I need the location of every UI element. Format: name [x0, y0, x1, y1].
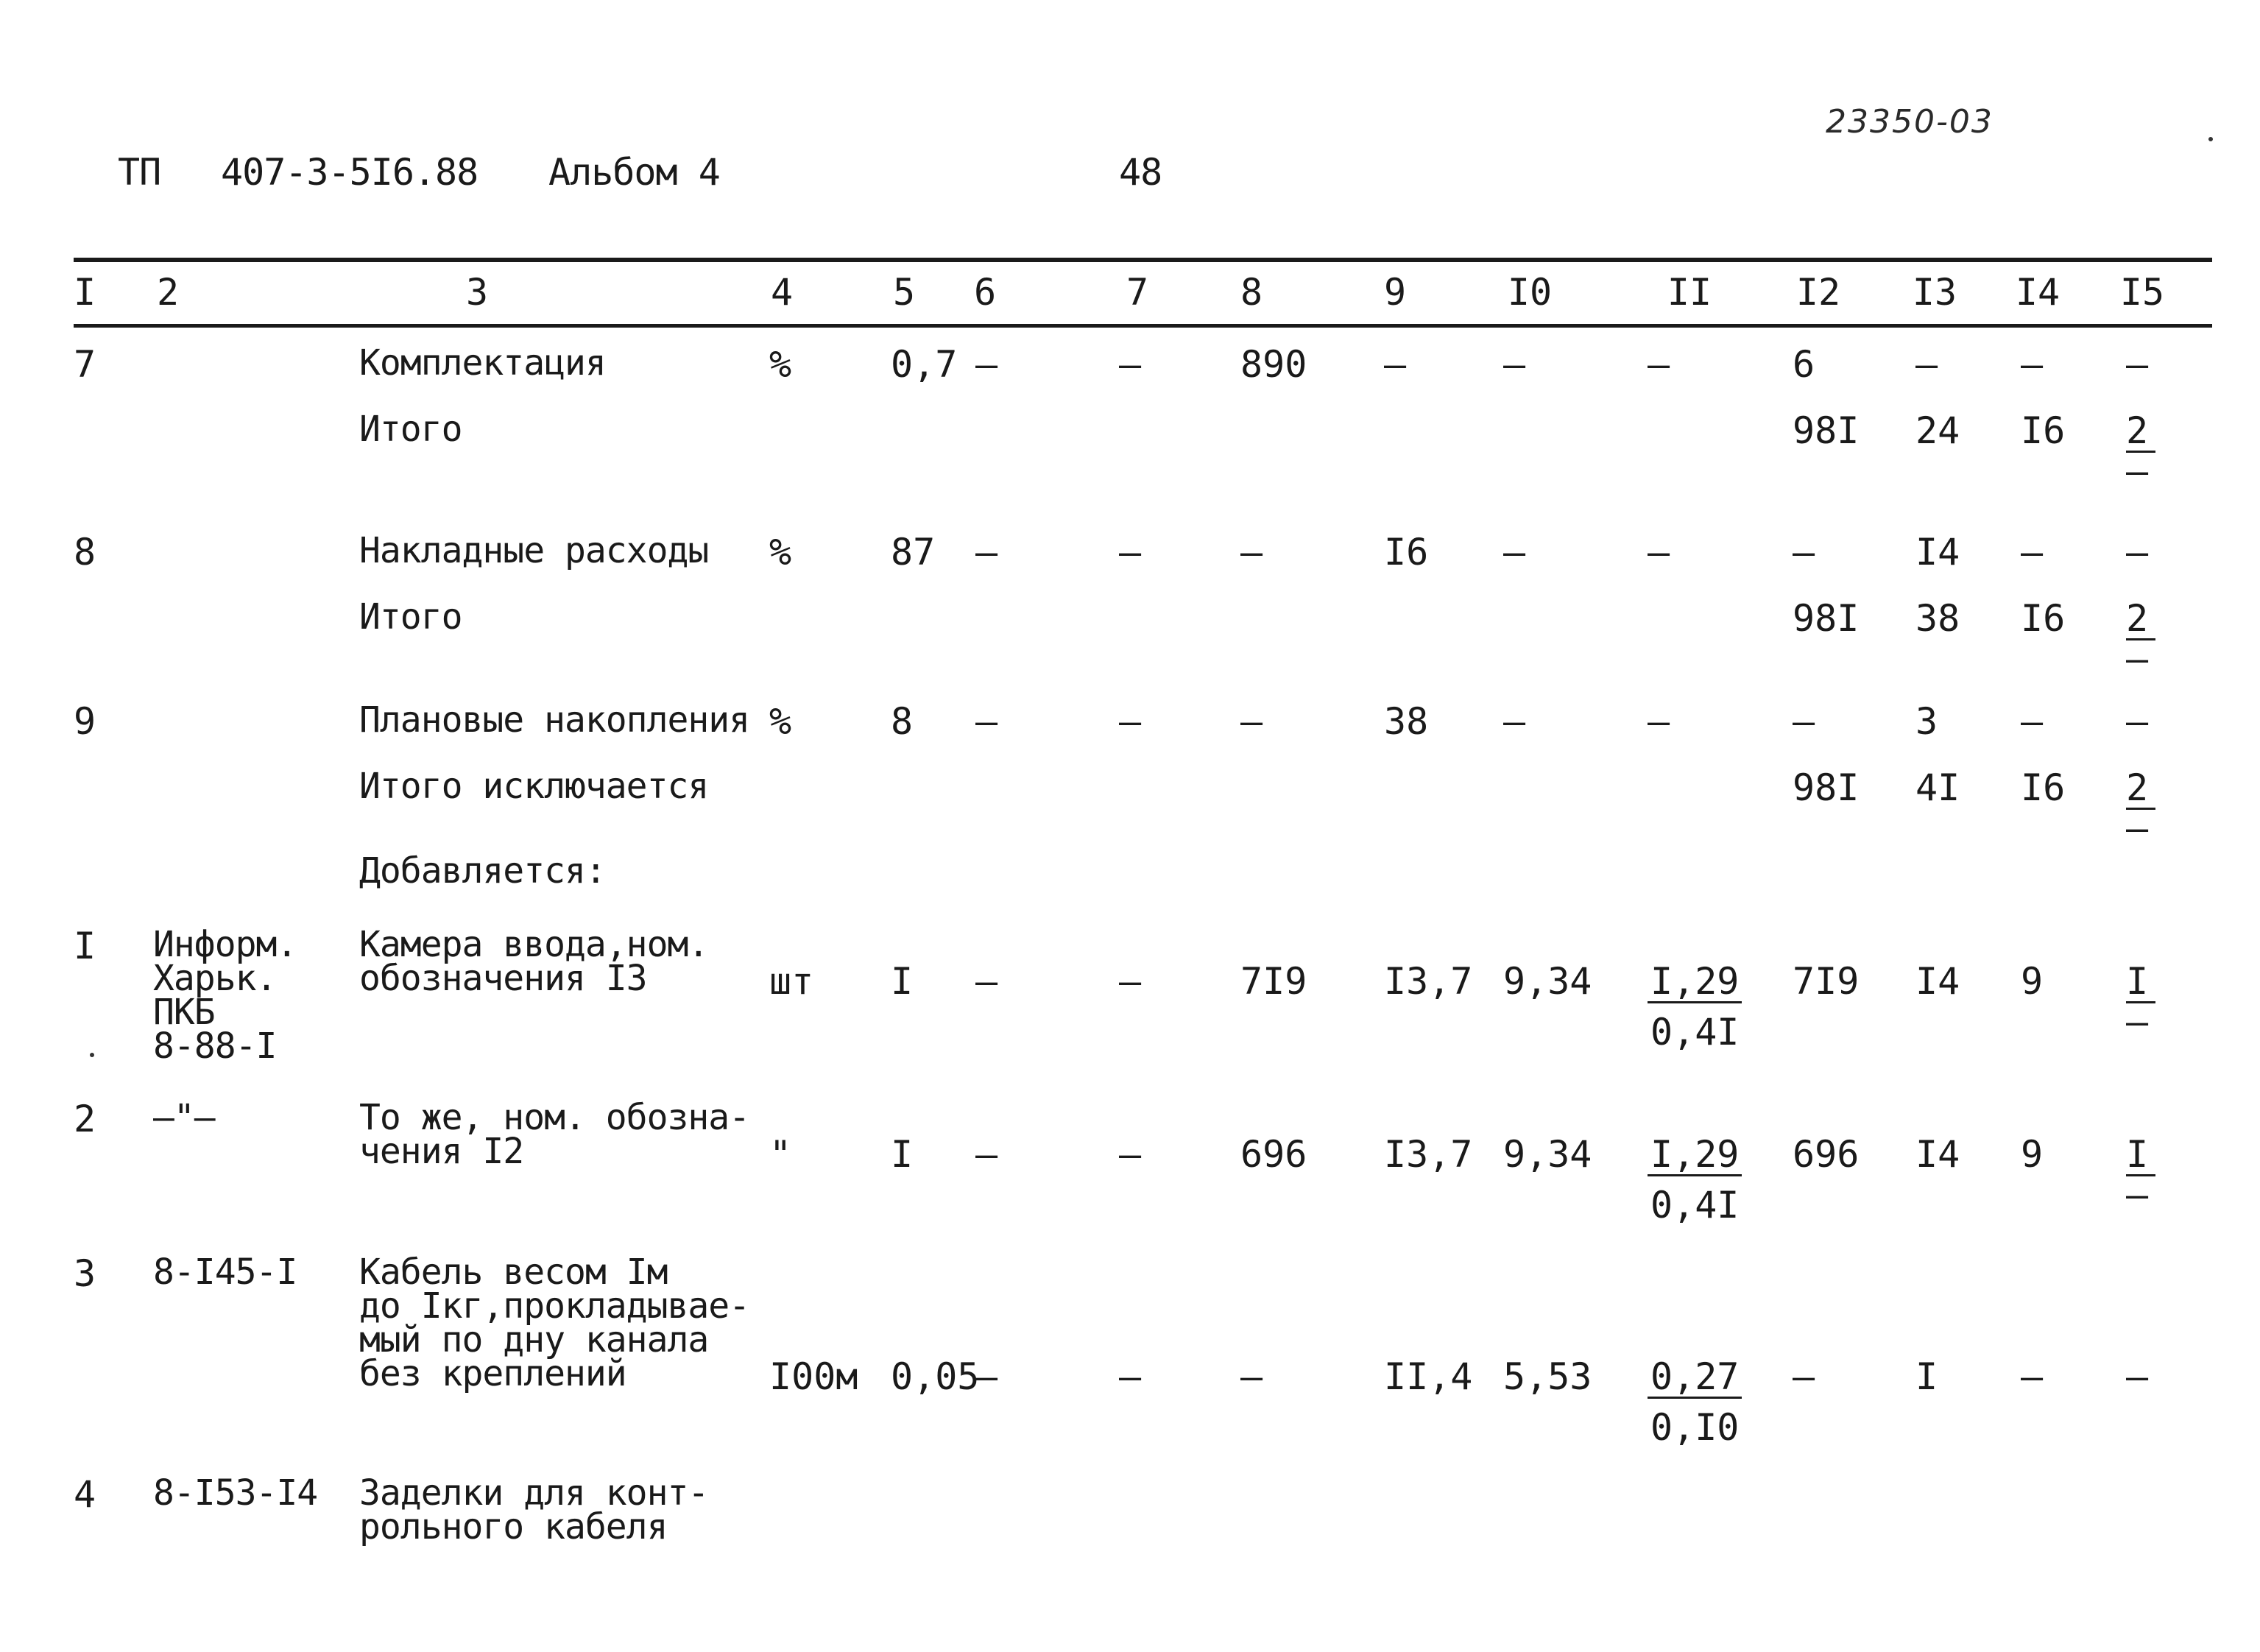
- value-c15: –: [2126, 1355, 2149, 1398]
- value-c13: I4: [1915, 531, 1960, 573]
- row-number: 7: [74, 343, 96, 386]
- column-number: II: [1667, 271, 1712, 314]
- fraction: [2126, 766, 2155, 850]
- value-c14: –: [2021, 343, 2044, 386]
- value-c12: 7I9: [1793, 960, 1860, 1003]
- row-number: 2: [74, 1098, 96, 1140]
- value-c15: –: [2126, 531, 2149, 573]
- value-c9: –: [1384, 343, 1407, 386]
- column-number: I2: [1795, 271, 1841, 314]
- value-c10: 5,53: [1503, 1355, 1592, 1398]
- value-c7: –: [1119, 700, 1142, 743]
- fraction-denominator: –: [2126, 1000, 2149, 1043]
- column-number: 2: [156, 271, 180, 314]
- item-description: Камера ввода,ном. обозначения I3: [359, 924, 709, 999]
- item-description: Заделки для конт- рольного кабеля: [359, 1472, 709, 1547]
- value-c6: –: [975, 1355, 998, 1398]
- value-c8: –: [1240, 700, 1263, 743]
- value-c8: –: [1240, 531, 1263, 573]
- column-number: I3: [1912, 271, 1957, 314]
- item-description: Итого исключается: [359, 766, 709, 807]
- norm-code: 8-I45-I: [153, 1252, 297, 1293]
- unit-cell: %: [769, 700, 792, 743]
- header-bottom-rule: [74, 324, 2212, 328]
- value-c9: I3,7: [1384, 960, 1473, 1003]
- value-c5: 0,05: [891, 1355, 980, 1398]
- row-number: 9: [74, 700, 96, 743]
- fraction-numerator: I: [2126, 1136, 2155, 1176]
- fraction-numerator: I,29: [1648, 963, 1742, 1003]
- column-number: 5: [892, 271, 916, 314]
- value-c9: 38: [1384, 700, 1429, 743]
- value-c12: 98I: [1793, 409, 1860, 452]
- value-c11: –: [1648, 700, 1670, 743]
- value-c14: 9: [2021, 960, 2044, 1003]
- item-description: То же, ном. обозна- чения I2: [359, 1097, 750, 1172]
- value-c11-fraction: [1648, 1355, 1742, 1449]
- fraction-denominator: 0,4I: [1650, 1011, 1740, 1053]
- value-c15-fraction: [2126, 1133, 2155, 1216]
- value-c13: I4: [1915, 960, 1960, 1003]
- column-number: 8: [1240, 271, 1263, 314]
- value-c12: 98I: [1793, 766, 1860, 809]
- item-description: Накладные расходы: [359, 530, 709, 571]
- value-c9: I6: [1384, 531, 1429, 573]
- value-c11: –: [1648, 531, 1670, 573]
- value-c6: –: [975, 531, 998, 573]
- value-c7: –: [1119, 1355, 1142, 1398]
- value-c15-fraction: [2126, 960, 2155, 1043]
- value-c15-fraction: [2126, 766, 2155, 850]
- column-number: 9: [1383, 271, 1407, 314]
- item-description: Комплектация: [359, 342, 606, 384]
- fraction: [1648, 1133, 1742, 1226]
- unit-cell: %: [769, 343, 792, 386]
- value-c13: 24: [1915, 409, 1960, 452]
- norm-code: 8-I53-I4: [153, 1472, 318, 1514]
- column-number: 3: [465, 271, 489, 314]
- item-description: Добавляется:: [359, 850, 606, 892]
- fraction: [2126, 960, 2155, 1043]
- value-c12: 98I: [1793, 597, 1860, 640]
- column-number: 4: [770, 271, 794, 314]
- value-c6: –: [975, 343, 998, 386]
- value-c15: –: [2126, 343, 2149, 386]
- value-c10: –: [1503, 531, 1526, 573]
- value-c10: –: [1503, 343, 1526, 386]
- value-c10: 9,34: [1503, 960, 1592, 1003]
- page-number: 48: [1119, 151, 1162, 194]
- fraction-numerator: I: [2126, 963, 2155, 1003]
- value-c12: 696: [1793, 1133, 1860, 1176]
- column-number: I5: [2119, 271, 2165, 314]
- value-c10: 9,34: [1503, 1133, 1592, 1176]
- value-c13: 3: [1915, 700, 1938, 743]
- fraction-denominator: –: [2126, 450, 2149, 493]
- value-c6: –: [975, 700, 998, 743]
- fraction-denominator: –: [2126, 638, 2149, 680]
- table-top-rule: [74, 258, 2212, 262]
- value-c7: –: [1119, 343, 1142, 386]
- fraction-denominator: –: [2126, 1173, 2149, 1216]
- value-c12: –: [1793, 1355, 1815, 1398]
- album-label: Альбом 4: [548, 151, 720, 194]
- row-number: 4: [74, 1473, 96, 1516]
- value-c12: –: [1793, 700, 1815, 743]
- norm-code: –"–: [153, 1097, 215, 1138]
- value-c14: I6: [2021, 766, 2066, 809]
- value-c6: –: [975, 960, 998, 1003]
- value-c14: 9: [2021, 1133, 2044, 1176]
- item-description: Итого: [359, 409, 462, 450]
- value-c14: –: [2021, 531, 2044, 573]
- scan-speck: [90, 1053, 94, 1057]
- value-c14: –: [2021, 700, 2044, 743]
- fraction-numerator: I,29: [1648, 1136, 1742, 1176]
- value-c5: I: [891, 960, 914, 1003]
- fraction: [2126, 597, 2155, 680]
- value-c13: –: [1915, 343, 1938, 386]
- value-c5: 8: [891, 700, 914, 743]
- fraction: [2126, 409, 2155, 493]
- unit-cell: I00м: [769, 1355, 858, 1398]
- value-c10: –: [1503, 700, 1526, 743]
- column-number: I4: [2015, 271, 2061, 314]
- column-number: 7: [1126, 271, 1149, 314]
- value-c11-fraction: [1648, 960, 1742, 1053]
- value-c8: 696: [1240, 1133, 1307, 1176]
- item-description: Кабель весом Iм до Iкг,прокладывае- мый по дну канала без креплений: [359, 1252, 750, 1394]
- row-number: 8: [74, 531, 96, 573]
- value-c14: –: [2021, 1355, 2044, 1398]
- fraction-numerator: 2: [2126, 412, 2155, 453]
- value-c11: –: [1648, 343, 1670, 386]
- value-c7: –: [1119, 960, 1142, 1003]
- value-c6: –: [975, 1133, 998, 1176]
- value-c14: I6: [2021, 597, 2066, 640]
- fraction: [1648, 960, 1742, 1053]
- value-c15-fraction: [2126, 597, 2155, 680]
- value-c11-fraction: [1648, 1133, 1742, 1226]
- column-number: 6: [973, 271, 997, 314]
- value-c8: –: [1240, 1355, 1263, 1398]
- item-description: Итого: [359, 596, 462, 638]
- column-number: I0: [1507, 271, 1553, 314]
- fraction-denominator: –: [2126, 807, 2149, 850]
- value-c13: 38: [1915, 597, 1960, 640]
- fraction-numerator: 2: [2126, 600, 2155, 640]
- row-number: I: [74, 925, 96, 967]
- norm-code: Информ. Харьк. ПКБ 8-88-I: [153, 924, 297, 1067]
- fraction-denominator: 0,4I: [1650, 1184, 1740, 1226]
- value-c9: I3,7: [1384, 1133, 1473, 1176]
- unit-cell: %: [769, 531, 792, 573]
- fraction-numerator: 2: [2126, 769, 2155, 810]
- value-c13: I: [1915, 1355, 1938, 1398]
- value-c7: –: [1119, 1133, 1142, 1176]
- value-c7: –: [1119, 531, 1142, 573]
- value-c14: I6: [2021, 409, 2066, 452]
- value-c8: 7I9: [1240, 960, 1307, 1003]
- unit-cell: шт: [769, 960, 814, 1003]
- value-c13: 4I: [1915, 766, 1960, 809]
- value-c5: 0,7: [891, 343, 958, 386]
- fraction: [1648, 1355, 1742, 1449]
- value-c9: II,4: [1384, 1355, 1473, 1398]
- series-label: ТП: [118, 151, 161, 194]
- value-c8: 890: [1240, 343, 1307, 386]
- fraction-numerator: 0,27: [1648, 1358, 1742, 1399]
- fraction-denominator: 0,I0: [1650, 1406, 1740, 1449]
- fraction: [2126, 1133, 2155, 1216]
- unit-cell: ": [769, 1133, 792, 1176]
- scan-speck: [2208, 137, 2213, 141]
- column-number: I: [73, 271, 96, 314]
- value-c15-fraction: [2126, 409, 2155, 493]
- project-number: 407-3-5I6.88: [221, 151, 479, 194]
- item-description: Плановые накопления: [359, 699, 750, 741]
- value-c12: 6: [1793, 343, 1815, 386]
- value-c5: 87: [891, 531, 936, 573]
- row-number: 3: [74, 1252, 96, 1295]
- value-c13: I4: [1915, 1133, 1960, 1176]
- archive-stamp: 23350-03: [1826, 103, 1994, 141]
- value-c5: I: [891, 1133, 914, 1176]
- value-c12: –: [1793, 531, 1815, 573]
- value-c15: –: [2126, 700, 2149, 743]
